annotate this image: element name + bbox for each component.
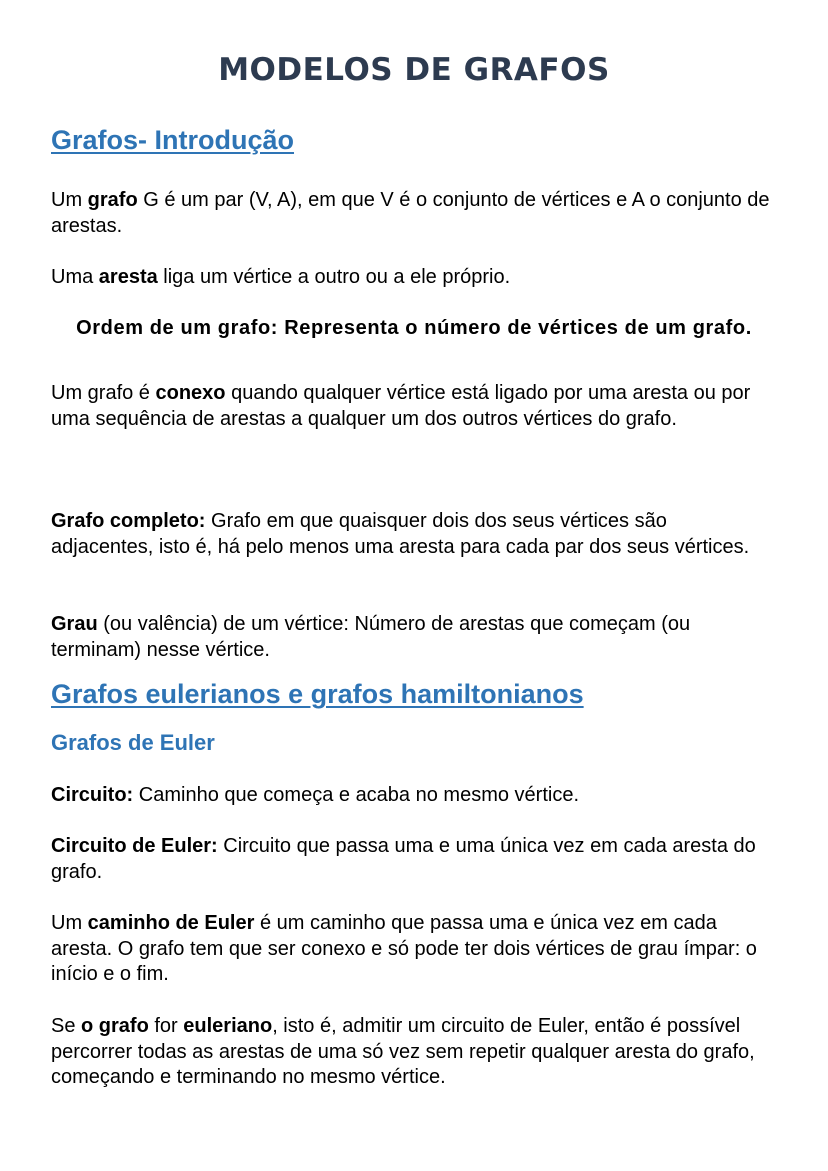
text: Um [51,189,88,211]
section-heading-euler-hamilton: Grafos eulerianos e grafos hamiltonianos [51,679,584,709]
term-circuito-euler: Circuito de Euler: [51,835,218,857]
term-aresta: aresta [98,266,158,288]
text: Grafo em que quaisquer dois dos seus vértices são adjacentes, isto é, há pelo menos uma aresta para cada par dos seus vértices. [51,510,750,558]
text: , isto é, admitir um circuito de Euler, então é possível percorrer todas as arestas de uma só vez sem repetir qualquer aresta do grafo, começando e terminando no mesmo vértice. [51,1015,755,1088]
paragraph-circuito-euler [51,834,771,885]
term-grafo: grafo [87,189,138,211]
text: Se [51,1015,82,1037]
section-heading-intro: Grafos- Introdução [51,125,295,155]
document-title: MODELOS DE GRAFOS [218,52,610,88]
text: Caminho que começa e acaba no mesmo vértice. [133,784,579,806]
paragraph-grafo-euleriano [51,1014,771,1091]
paragraph-aresta-definition [51,265,771,291]
paragraph-caminho-euler [51,911,771,988]
text: (ou valência) de um vértice: Número de arestas que começam (ou terminam) nesse vértice. [51,613,691,661]
text: Circuito que passa uma e uma única vez em cada aresta do grafo. [51,835,756,883]
text: Uma [51,266,99,288]
term-grau: Grau [51,613,98,635]
term-circuito: Circuito: [51,784,134,806]
paragraph-ordem-definition: Ordem de um grafo: Representa o número de vértices de um grafo. [76,317,752,339]
term-conexo: conexo [155,382,226,404]
text: for [148,1015,184,1037]
text: G é um par (V, A), em que V é o conjunto de vértices e A o conjunto de arestas. [51,189,770,237]
term-o-grafo: o grafo [81,1015,149,1037]
term-euleriano: euleriano [183,1015,273,1037]
term-caminho-euler: caminho de Euler [87,912,255,934]
subsection-heading-euler: Grafos de Euler [51,730,215,755]
paragraph-circuito [51,783,771,809]
paragraph-grafo-completo [51,509,771,560]
text: liga um vértice a outro ou a ele próprio. [157,266,511,288]
paragraph-grafo-definition [51,188,771,239]
text: Um [51,912,88,934]
text: é um caminho que passa uma e única vez em cada aresta. O grafo tem que ser conexo e só pode ter dois vértices de grau ímpar: o início e o fim. [51,912,757,985]
paragraph-grau-definition [51,612,771,663]
text: Um grafo é [51,382,156,404]
term-grafo-completo: Grafo completo: [51,510,206,532]
paragraph-conexo-definition [51,381,771,432]
text: quando qualquer vértice está ligado por uma aresta ou por uma sequência de arestas a qualquer um dos outros vértices do grafo. [51,382,751,430]
